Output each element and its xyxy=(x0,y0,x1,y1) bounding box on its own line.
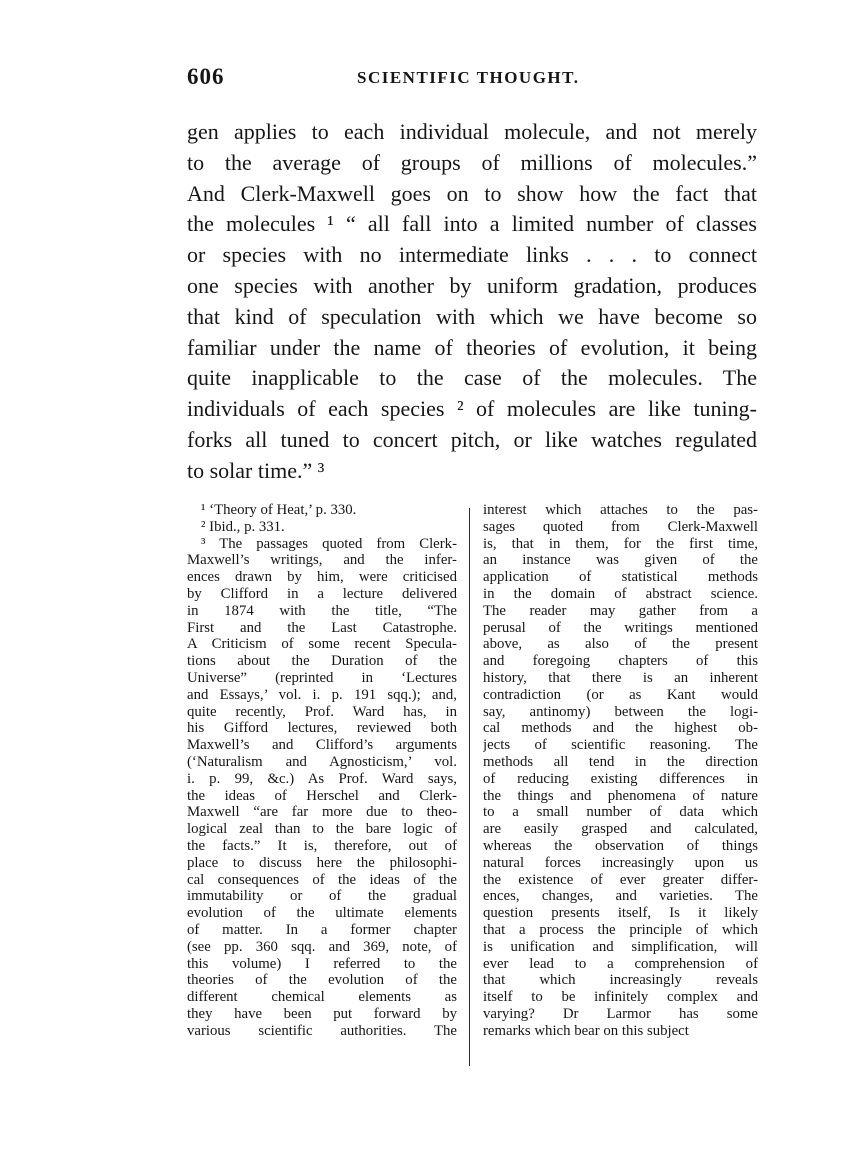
footnote-line: theories of the evolution of the xyxy=(187,972,457,989)
footnote-line: is, that in them, for the first time, xyxy=(483,535,758,552)
footnote-line: and Essays,’ vol. i. p. 191 sqq.); and, xyxy=(187,686,457,703)
body-line: or species with no intermediate links . . . to connect xyxy=(187,242,757,268)
body-line: familiar under the name of theories of evolution, it being xyxy=(187,334,757,360)
footnote-line: quite recently, Prof. Ward has, in xyxy=(187,703,457,720)
footnote-line: First and the Last Catastrophe. xyxy=(187,619,457,636)
footnote-line: methods all tend in the direction xyxy=(483,753,758,770)
footnote-line: The reader may gather from a xyxy=(483,602,758,619)
footnote-line: of reducing existing differences in xyxy=(483,770,758,787)
footnote-line: the existence of ever greater differ- xyxy=(483,871,758,888)
footnote-line: his Gifford lectures, reviewed both xyxy=(187,720,457,737)
footnote-line: various scientific authorities. The xyxy=(187,1022,457,1039)
footnote-3: ³ The passages quoted from Clerk- xyxy=(201,535,457,552)
footnote-line: tions about the Duration of the xyxy=(187,653,457,670)
footnote-line: immutability or of the gradual xyxy=(187,888,457,905)
footnote-line: evolution of the ultimate elements xyxy=(187,905,457,922)
footnote-line: application of statistical methods xyxy=(483,569,758,586)
footnote-line: cal consequences of the ideas of the xyxy=(187,871,457,888)
footnotes-right-column xyxy=(483,502,758,1040)
footnote-line: in the domain of abstract science. xyxy=(483,585,758,602)
footnote-line: question presents itself, Is it likely xyxy=(483,905,758,922)
footnote-line: (see pp. 360 sqq. and 369, note, of xyxy=(187,938,457,955)
footnote-line: of matter. In a former chapter xyxy=(187,921,457,938)
body-line: forks all tuned to concert pitch, or like watches regulated xyxy=(187,426,757,452)
body-line: gen applies to each individual molecule, and not merely xyxy=(187,119,757,144)
footnotes-left-column xyxy=(187,502,457,1040)
footnote-line: are easily grasped and calculated, xyxy=(483,821,758,838)
footnote-line: that a process the principle of which xyxy=(483,921,758,938)
body-line: the molecules ¹ “ all fall into a limited number of classes xyxy=(187,211,757,237)
footnote-line: jects of scientific reasoning. The xyxy=(483,737,758,754)
footnote-line: perusal of the writings mentioned xyxy=(483,619,758,636)
footnote-line: the ideas of Herschel and Clerk- xyxy=(187,787,457,804)
body-line: to solar time.” ³ xyxy=(187,457,325,483)
footnote-line: the things and phenomena of nature xyxy=(483,787,758,804)
footnote-line: sages quoted from Clerk-Maxwell xyxy=(483,518,758,535)
body-line: And Clerk-Maxwell goes on to show how the fact that xyxy=(187,180,757,206)
footnote-line: they have been put forward by xyxy=(187,1005,457,1022)
running-head xyxy=(187,64,757,94)
footnote-2: ² Ibid., p. 331. xyxy=(201,518,285,535)
body-line: that kind of speculation with which we have become so xyxy=(187,303,757,329)
footnote-line: ences, changes, and varieties. The xyxy=(483,888,758,905)
footnote-line: this volume) I referred to the xyxy=(187,955,457,972)
footnote-line: contradiction (or as Kant would xyxy=(483,686,758,703)
footnote-line: natural forces increasingly upon us xyxy=(483,854,758,871)
footnote-line: i. p. 99, &c.) As Prof. Ward says, xyxy=(187,770,457,787)
page-number: 606 xyxy=(187,64,225,89)
footnote-line: remarks which bear on this subject xyxy=(483,1022,689,1039)
main-paragraph xyxy=(187,117,757,487)
body-line: to the average of groups of millions of molecules.” xyxy=(187,149,757,175)
footnote-line: an instance was given of the xyxy=(483,552,758,569)
body-line: one species with another by uniform gradation, produces xyxy=(187,272,757,298)
footnote-line: place to discuss here the philosophi- xyxy=(187,854,457,871)
footnote-line: say, antinomy) between the logi- xyxy=(483,703,758,720)
footnote-line: varying? Dr Larmor has some xyxy=(483,1005,758,1022)
footnote-line: history, that there is an inherent xyxy=(483,669,758,686)
footnote-line: is unification and simplification, will xyxy=(483,938,758,955)
footnote-line: A Criticism of some recent Specula- xyxy=(187,636,457,653)
running-title: SCIENTIFIC THOUGHT. xyxy=(357,68,580,87)
footnote-line: to a small number of data which xyxy=(483,804,758,821)
footnote-line: Universe” (reprinted in ‘Lectures xyxy=(187,669,457,686)
footnote-line: Maxwell’s writings, and the infer- xyxy=(187,552,457,569)
footnote-line: itself to be infinitely complex and xyxy=(483,989,758,1006)
footnote-line: the facts.” It is, therefore, out of xyxy=(187,837,457,854)
footnote-1: ¹ ‘Theory of Heat,’ p. 330. xyxy=(201,502,357,518)
footnote-line: different chemical elements as xyxy=(187,989,457,1006)
footnote-line: by Clifford in a lecture delivered xyxy=(187,585,457,602)
footnote-line: that which increasingly reveals xyxy=(483,972,758,989)
footnote-line: cal methods and the highest ob- xyxy=(483,720,758,737)
footnote-line: Maxwell’s and Clifford’s arguments xyxy=(187,737,457,754)
footnote-line: in 1874 with the title, “The xyxy=(187,602,457,619)
footnote-line: ences drawn by him, were criticised xyxy=(187,569,457,586)
footnote-line: Maxwell “are far more due to theo- xyxy=(187,804,457,821)
footnote-line: ever lead to a comprehension of xyxy=(483,955,758,972)
footnote-line: above, as also of the present xyxy=(483,636,758,653)
footnote-line: logical zeal than to the bare logic of xyxy=(187,821,457,838)
footnote-line: whereas the observation of things xyxy=(483,837,758,854)
body-line: individuals of each species ² of molecules are like tuning- xyxy=(187,396,757,422)
footnote-line: interest which attaches to the pas- xyxy=(483,502,758,518)
body-line: quite inapplicable to the case of the molecules. The xyxy=(187,365,757,391)
footnote-line: and foregoing chapters of this xyxy=(483,653,758,670)
column-divider xyxy=(469,508,470,1066)
footnote-line: (‘Naturalism and Agnosticism,’ vol. xyxy=(187,753,457,770)
